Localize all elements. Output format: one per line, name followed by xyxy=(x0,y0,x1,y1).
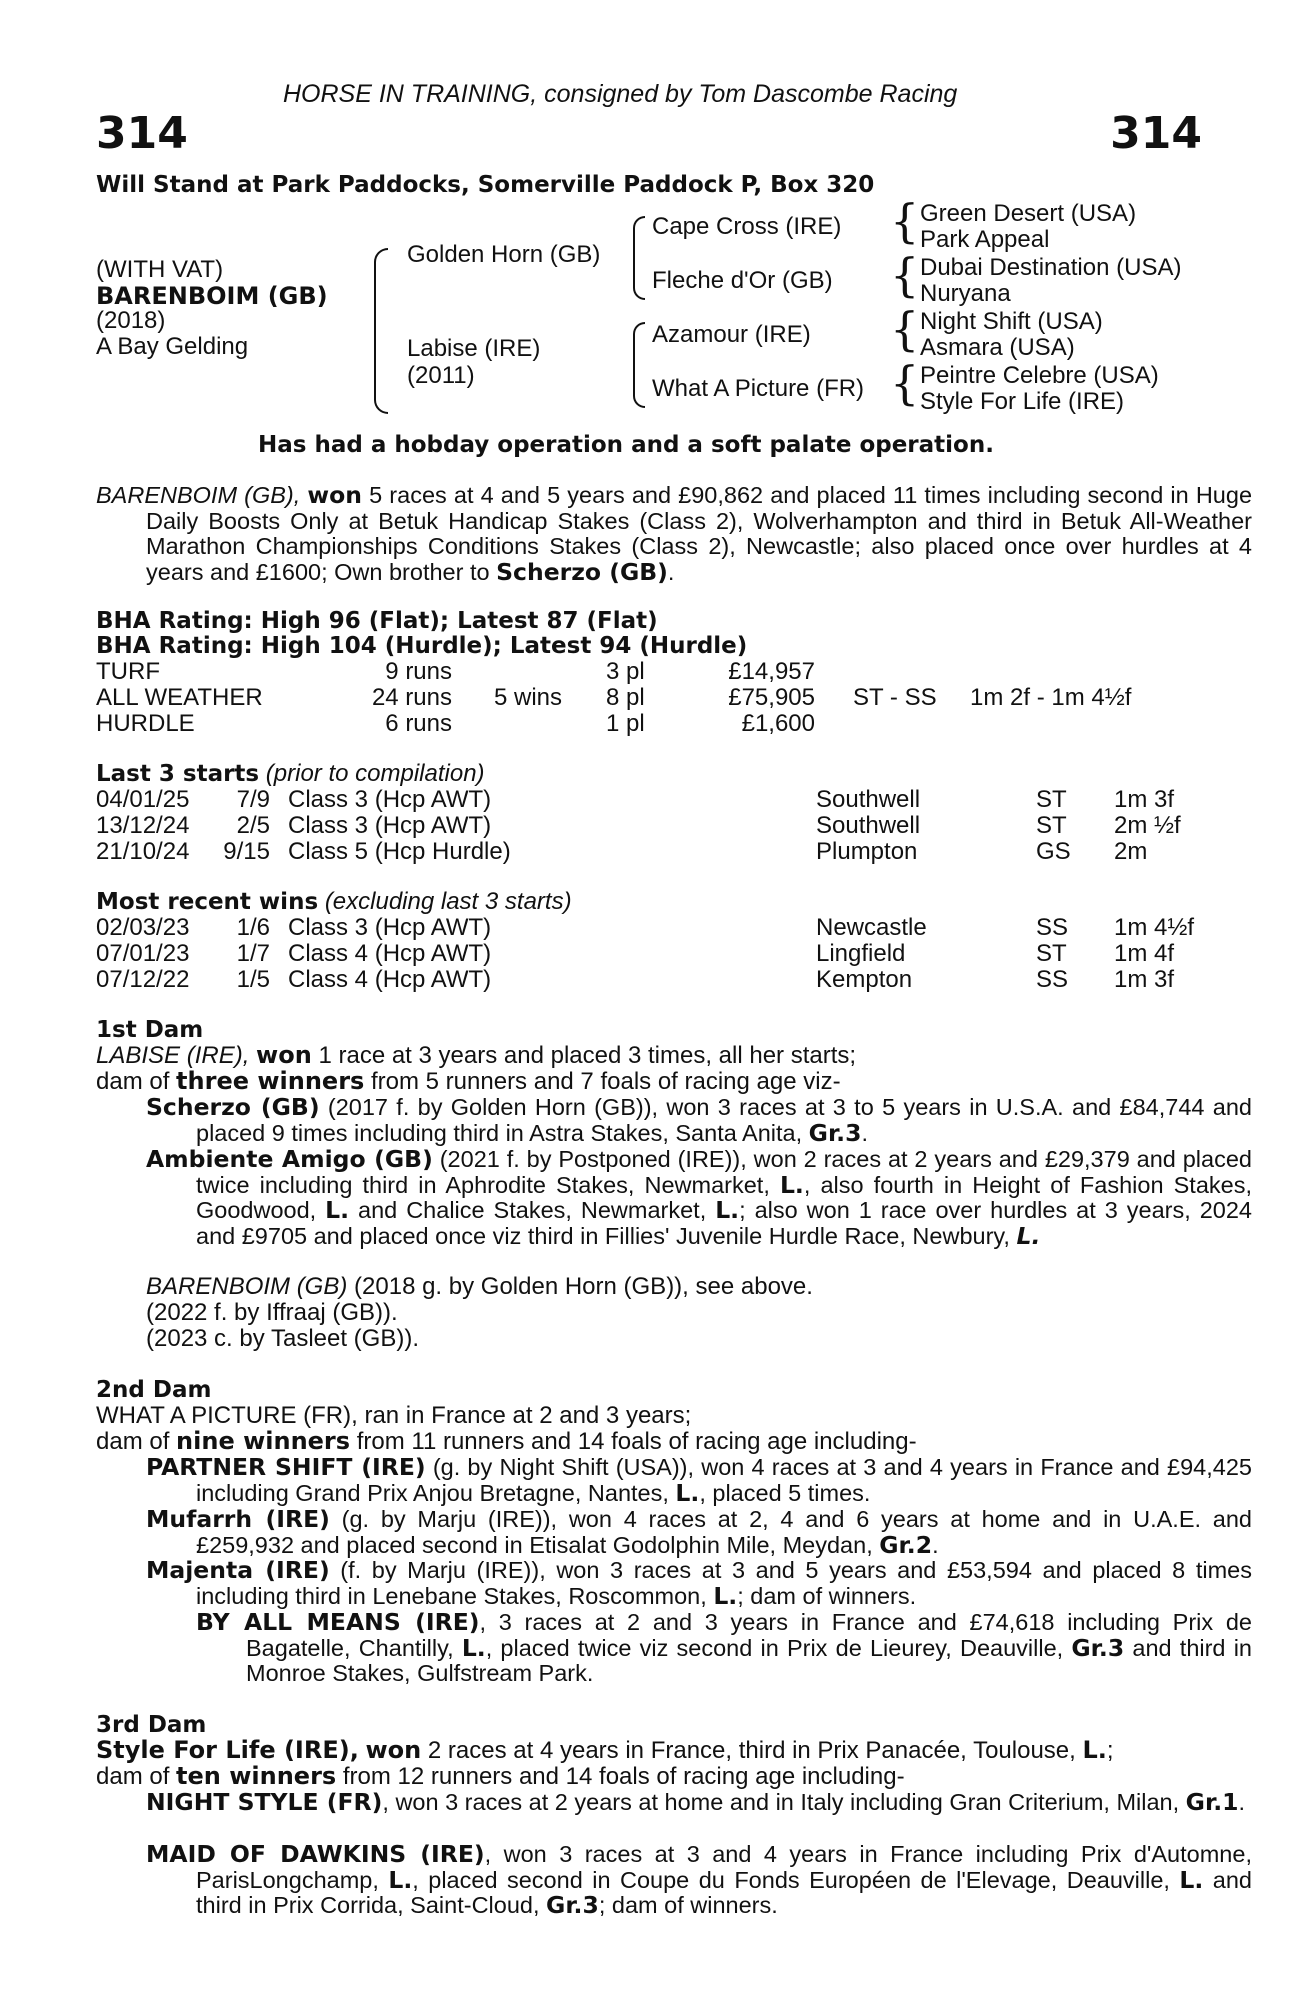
record-prize: £75,905 xyxy=(728,684,815,711)
produce-text: from 11 runners and 14 foals of racing age including- xyxy=(350,1428,917,1455)
record-placed: 1 pl xyxy=(606,710,645,737)
last3-subtitle: (prior to compilation) xyxy=(265,760,485,787)
win-distance: 1m 4f xyxy=(1114,940,1175,967)
start-course: Southwell xyxy=(816,786,921,813)
start-date: 21/10/24 xyxy=(96,838,190,865)
win-race: Class 4 (Hcp AWT) xyxy=(288,940,492,967)
horse-name: BARENBOIM (GB) xyxy=(96,282,328,310)
listed-label: L. xyxy=(1016,1221,1041,1250)
horse-description: A Bay Gelding xyxy=(96,333,249,360)
listed-label: L. xyxy=(388,1865,413,1894)
start-course: Southwell xyxy=(816,812,921,839)
brace-1: { xyxy=(890,194,920,248)
third-dam-line xyxy=(96,1738,1114,1764)
produce-prefix: dam of xyxy=(96,1763,177,1790)
start-position: 9/15 xyxy=(223,838,270,865)
record-wins: 5 wins xyxy=(494,684,563,711)
produce-record: and third in Monroe Stakes, Gulfstream Park. xyxy=(246,1634,1252,1686)
third-dam-name: Style For Life (IRE), xyxy=(96,1736,359,1764)
first-dam-heading: 1st Dam xyxy=(96,1017,204,1043)
produce-name: Ambiente Amigo (GB) xyxy=(146,1145,433,1173)
ggp-7: Peintre Celebre (USA) xyxy=(920,362,1159,389)
produce-name: BARENBOIM (GB) xyxy=(146,1273,348,1300)
ggp-4: Nuryana xyxy=(920,280,1011,307)
produce-record: (g. by Marju (IRE)), won 4 races at 2, 4 and 6 years at home and in U.A.E. and £259,932 and placed second in Etisalat Godolphin Mile, Meydan, xyxy=(196,1506,1252,1558)
grade-label: Gr.3 xyxy=(808,1118,862,1147)
consignment-line: HORSE IN TRAINING, consigned by Tom Dascombe Racing xyxy=(283,80,958,108)
start-course: Plumpton xyxy=(816,838,918,865)
record-prize: £1,600 xyxy=(741,710,815,737)
last3-heading xyxy=(96,761,485,788)
sire: Golden Horn (GB) xyxy=(407,241,601,268)
win-course: Lingfield xyxy=(816,940,906,967)
lot-number-right: 314 xyxy=(1110,108,1202,159)
first-dam-won: won xyxy=(256,1041,312,1069)
win-date: 07/12/22 xyxy=(96,966,190,993)
produce-2022-filly: (2022 f. by Iffraaj (GB)). xyxy=(146,1299,398,1326)
win-going: SS xyxy=(1036,914,1069,941)
listed-label: L. xyxy=(715,1196,740,1224)
third-dam-record: 2 races at 4 years in France, third in Prix Panacée, Toulouse, xyxy=(421,1737,1083,1764)
produce-end: . xyxy=(861,1119,868,1146)
produce-name: Scherzo (GB) xyxy=(146,1093,320,1121)
win-going: SS xyxy=(1036,966,1069,993)
second-dam-heading: 2nd Dam xyxy=(96,1377,212,1403)
produce-winners: nine winners xyxy=(176,1427,351,1455)
grade-label: Gr.2 xyxy=(879,1530,933,1559)
race-summary xyxy=(96,483,1252,585)
second-dam-line: WHAT A PICTURE (FR), ran in France at 2 and 3 years; xyxy=(96,1402,692,1429)
bha-rating-flat: BHA Rating: High 96 (Flat); Latest 87 (Flat) xyxy=(96,608,658,634)
produce-name: BY ALL MEANS (IRE) xyxy=(196,1608,480,1636)
third-dam-heading: 3rd Dam xyxy=(96,1712,207,1738)
ggp-1: Green Desert (USA) xyxy=(920,200,1137,227)
record-runs: 9 runs xyxy=(385,658,452,685)
produce-record: , placed second in Coupe du Fonds Européen de l'Elevage, Deauville, xyxy=(412,1866,1180,1893)
grade-label: Gr.3 xyxy=(546,1891,599,1919)
produce-text: from 12 runners and 14 foals of racing age including- xyxy=(336,1763,905,1790)
bha-rating-hurdle: BHA Rating: High 104 (Hurdle); Latest 94 (Hurdle) xyxy=(96,633,748,659)
ggp-6: Asmara (USA) xyxy=(920,334,1075,361)
vat-label: (WITH VAT) xyxy=(96,256,224,283)
record-runs: 24 runs xyxy=(371,684,452,711)
summary-won: won xyxy=(307,481,362,509)
ggp-8: Style For Life (IRE) xyxy=(920,388,1125,415)
ggp-5: Night Shift (USA) xyxy=(920,308,1103,335)
stand-location: Will Stand at Park Paddocks, Somerville Paddock P, Box 320 xyxy=(96,172,875,198)
produce-name: NIGHT STYLE (FR) xyxy=(146,1788,383,1816)
record-distance: 1m 2f - 1m 4½f xyxy=(970,684,1132,711)
pedigree-bracket-main xyxy=(374,248,388,414)
lot-number-left: 314 xyxy=(96,108,188,159)
produce-record: , also fourth in Height of Fashion Stakes, Goodwood, xyxy=(196,1171,1252,1223)
start-date: 04/01/25 xyxy=(96,786,190,813)
win-distance: 1m 4½f xyxy=(1114,914,1195,941)
first-dam-produce-line xyxy=(96,1069,841,1095)
produce-winners: ten winners xyxy=(176,1762,337,1790)
dam-year: (2011) xyxy=(407,362,475,389)
produce-record: , 3 races at 2 and 3 years in France and £74,618 including Prix de Bagatelle, Chantilly, xyxy=(246,1609,1253,1661)
produce-record: (g. by Night Shift (USA)), won 4 races at 3 and 4 years in France and £94,425 including Grand Prix Anjou Bretagne, Nantes, xyxy=(196,1454,1252,1506)
granddam-2: What A Picture (FR) xyxy=(652,375,865,402)
record-surface: ALL WEATHER xyxy=(96,684,263,711)
start-going: ST xyxy=(1036,812,1067,839)
start-going: ST xyxy=(1036,786,1067,813)
grandsire-1: Cape Cross (IRE) xyxy=(652,213,842,240)
produce-text: from 5 runners and 7 foals of racing age viz- xyxy=(364,1068,841,1095)
produce-record: , won 3 races at 3 and 4 years in France including Prix d'Automne, ParisLongchamp, xyxy=(196,1841,1252,1893)
ggp-2: Park Appeal xyxy=(920,226,1050,253)
brace-3: { xyxy=(890,302,920,356)
produce-end: . xyxy=(932,1531,939,1558)
record-going: ST - SS xyxy=(853,684,937,711)
produce-night-style xyxy=(146,1790,1252,1816)
produce-partner-shift xyxy=(146,1455,1252,1506)
produce-end: . xyxy=(1238,1789,1246,1815)
record-prize: £14,957 xyxy=(728,658,815,685)
win-course: Kempton xyxy=(816,966,913,993)
horse-year: (2018) xyxy=(96,307,166,334)
produce-end: ; dam of winners. xyxy=(598,1892,778,1918)
summary-horse-name: BARENBOIM (GB), xyxy=(96,482,301,508)
record-surface: HURDLE xyxy=(96,710,195,737)
pedigree-bracket-dam xyxy=(633,322,645,408)
recent-wins-title: Most recent wins xyxy=(96,889,319,915)
record-runs: 6 runs xyxy=(385,710,452,737)
summary-end: . xyxy=(667,558,675,585)
listed-label: L. xyxy=(325,1196,350,1224)
record-placed: 8 pl xyxy=(606,684,645,711)
produce-mufarrh xyxy=(146,1507,1252,1558)
produce-by-all-means xyxy=(196,1610,1252,1687)
win-position: 1/6 xyxy=(236,914,270,941)
produce-record: and Chalice Stakes, Newmarket, xyxy=(349,1197,716,1223)
start-race: Class 3 (Hcp AWT) xyxy=(288,812,492,839)
produce-winners: three winners xyxy=(176,1067,365,1095)
summary-text: 5 races at 4 and 5 years and £90,862 and placed 11 times including second in Huge Daily Boosts Only at Betuk Handicap Stakes (Class 2), Wolverhampton and third in Betuk All-Weather Marathon Championships Conditions Stakes (Class 2), Newcastle; also placed once over hurdles at 4 years and £1600; Own brother to xyxy=(146,482,1253,585)
produce-record: (f. by Marju (IRE)), won 3 races at 3 and 5 years and £53,594 and placed 8 times including third in Lenebane Stakes, Roscommon, xyxy=(196,1557,1252,1609)
first-dam-name: LABISE (IRE), xyxy=(96,1042,250,1069)
third-dam-end: ; xyxy=(1106,1737,1114,1764)
produce-record: (2018 g. by Golden Horn (GB)), see above. xyxy=(347,1273,813,1300)
win-date: 07/01/23 xyxy=(96,940,190,967)
produce-record: and third in Prix Corrida, Saint-Cloud, xyxy=(196,1866,1252,1918)
start-distance: 1m 3f xyxy=(1114,786,1175,813)
start-race: Class 5 (Hcp Hurdle) xyxy=(288,838,511,865)
produce-record: , won 3 races at 2 years at home and in Italy including Gran Criterium, Milan, xyxy=(382,1789,1186,1815)
dam: Labise (IRE) xyxy=(407,335,541,362)
brace-4: { xyxy=(890,356,920,410)
produce-majenta xyxy=(146,1558,1252,1609)
record-placed: 3 pl xyxy=(606,658,645,685)
produce-prefix: dam of xyxy=(96,1428,177,1455)
win-race: Class 3 (Hcp AWT) xyxy=(288,914,492,941)
produce-scherzo xyxy=(146,1095,1252,1146)
listed-label: L. xyxy=(713,1581,738,1610)
start-position: 7/9 xyxy=(236,786,270,813)
pedigree-bracket-sire xyxy=(633,216,645,300)
win-course: Newcastle xyxy=(816,914,927,941)
last3-title: Last 3 starts xyxy=(96,761,260,787)
produce-name: MAID OF DAWKINS (IRE) xyxy=(146,1840,485,1868)
win-date: 02/03/23 xyxy=(96,914,190,941)
produce-record: , placed twice viz second in Prix de Lieurey, Deauville, xyxy=(485,1634,1072,1661)
recent-wins-heading xyxy=(96,889,572,916)
start-distance: 2m xyxy=(1114,838,1148,865)
win-position: 1/5 xyxy=(236,966,270,993)
produce-name: PARTNER SHIFT (IRE) xyxy=(146,1453,426,1481)
record-surface: TURF xyxy=(96,658,160,685)
third-dam-produce-line xyxy=(96,1764,905,1790)
second-dam-produce-line xyxy=(96,1429,917,1455)
produce-end: , placed 5 times. xyxy=(699,1479,871,1506)
produce-record: ; also won 1 race over hurdles at 3 years, 2024 and £9705 and placed once viz third in Fillies' Juvenile Hurdle Race, Newbury, xyxy=(196,1197,1252,1249)
produce-maid-of-dawkins xyxy=(146,1842,1252,1919)
summary-brother: Scherzo (GB) xyxy=(496,557,668,586)
produce-ambiente-amigo xyxy=(146,1147,1252,1249)
produce-barenboim xyxy=(146,1274,813,1300)
first-dam-line xyxy=(96,1043,856,1069)
listed-label: L. xyxy=(461,1633,486,1662)
produce-end: ; dam of winners. xyxy=(737,1582,917,1609)
start-date: 13/12/24 xyxy=(96,812,190,839)
listed-label: L. xyxy=(1082,1736,1107,1764)
start-position: 2/5 xyxy=(236,812,270,839)
produce-name: Mufarrh (IRE) xyxy=(146,1505,330,1533)
first-dam-record: 1 race at 3 years and placed 3 times, all her starts; xyxy=(311,1042,857,1069)
produce-prefix: dam of xyxy=(96,1068,177,1095)
start-distance: 2m ½f xyxy=(1114,812,1181,839)
granddam-1: Fleche d'Or (GB) xyxy=(652,267,833,294)
produce-name: Majenta (IRE) xyxy=(146,1556,330,1584)
win-going: ST xyxy=(1036,940,1067,967)
start-going: GS xyxy=(1036,838,1071,865)
grandsire-2: Azamour (IRE) xyxy=(652,321,811,348)
produce-2023-colt: (2023 c. by Tasleet (GB)). xyxy=(146,1325,419,1352)
listed-label: L. xyxy=(779,1170,804,1199)
win-position: 1/7 xyxy=(236,940,270,967)
produce-record: (2021 f. by Postponed (IRE)), won 2 races at 2 years and £29,379 and placed twice including third in Aphrodite Stakes, Newmarket, xyxy=(196,1146,1252,1198)
win-distance: 1m 3f xyxy=(1114,966,1175,993)
recent-wins-subtitle: (excluding last 3 starts) xyxy=(324,888,572,915)
third-dam-won: won xyxy=(365,1736,422,1764)
listed-label: L. xyxy=(1179,1865,1204,1894)
start-race: Class 3 (Hcp AWT) xyxy=(288,786,492,813)
listed-label: L. xyxy=(675,1478,700,1507)
grade-label: Gr.1 xyxy=(1185,1788,1239,1816)
ggp-3: Dubai Destination (USA) xyxy=(920,254,1182,281)
operation-note: Has had a hobday operation and a soft palate operation. xyxy=(258,432,994,458)
produce-record: (2017 f. by Golden Horn (GB)), won 3 races at 3 to 5 years in U.S.A. and £84,744 and placed 9 times including third in Astra Stakes, Santa Anita, xyxy=(196,1094,1252,1146)
brace-2: { xyxy=(890,248,920,302)
win-race: Class 4 (Hcp AWT) xyxy=(288,966,492,993)
grade-label: Gr.3 xyxy=(1071,1633,1125,1662)
